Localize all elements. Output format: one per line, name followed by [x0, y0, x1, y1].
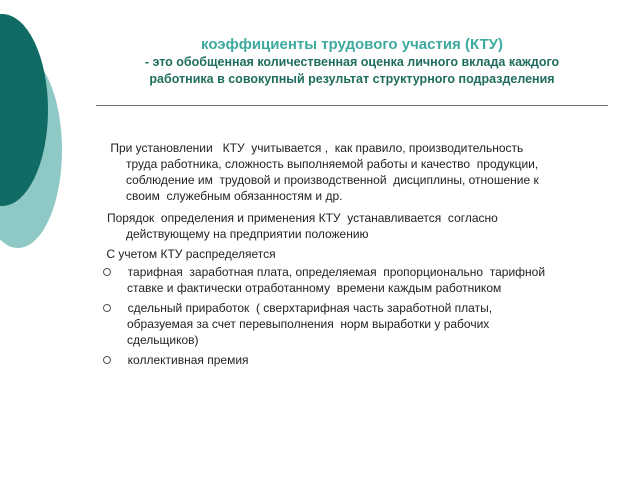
paragraph-1-line-2: труда работника, сложность выполняемой работы и качество продукции, [126, 157, 539, 171]
paragraph-1-line-3: соблюдение им трудовой и производственной дисциплины, отношение к [126, 173, 539, 187]
paragraph-3 [103, 246, 276, 262]
bullet-2 [121, 300, 492, 348]
title-divider [96, 105, 608, 106]
subtitle-line-2: работника в совокупный результат структурного подразделения [149, 72, 555, 86]
slide-title [98, 36, 606, 88]
paragraph-1-line-4: своим служебным обязанностям и др. [126, 189, 343, 203]
bullet-3 [121, 352, 249, 368]
subtitle-line-1: - это обобщенная количественная оценка личного вклада каждого [144, 55, 560, 69]
paragraph-1 [107, 140, 539, 204]
paragraph-2-line-2: действующему на предприятии положению [126, 227, 369, 241]
decorative-circles [0, 0, 100, 260]
bullet-1-marker [103, 268, 111, 276]
paragraph-1-line-1: При установлении КТУ учитывается , как правило, производительность [107, 141, 524, 155]
paragraph-3-line-1: С учетом КТУ распределяется [103, 247, 276, 261]
bullet-2-line-1: сдельный приработок ( сверхтарифная часть заработной платы, [121, 301, 493, 315]
bullet-1-line-1: тарифная заработная плата, определяемая пропорционально тарифной [121, 265, 546, 279]
bullet-3-line-1: коллективная премия [121, 353, 249, 367]
paragraph-2-line-1: Порядок определения и применения КТУ устанавливается согласно [107, 211, 498, 225]
bullet-1-line-2: ставке и фактически отработанному времени каждым работником [127, 281, 502, 295]
bullet-2-line-3: сдельщиков) [127, 333, 199, 347]
bullet-1 [121, 264, 545, 296]
bullet-2-marker [103, 304, 111, 312]
title-heading: коэффициенты трудового участия (КТУ) [201, 36, 503, 53]
paragraph-2 [107, 210, 498, 242]
bullet-3-marker [103, 356, 111, 364]
bullet-2-line-2: образуемая за счет перевыполнения норм выработки у рабочих [127, 317, 490, 331]
